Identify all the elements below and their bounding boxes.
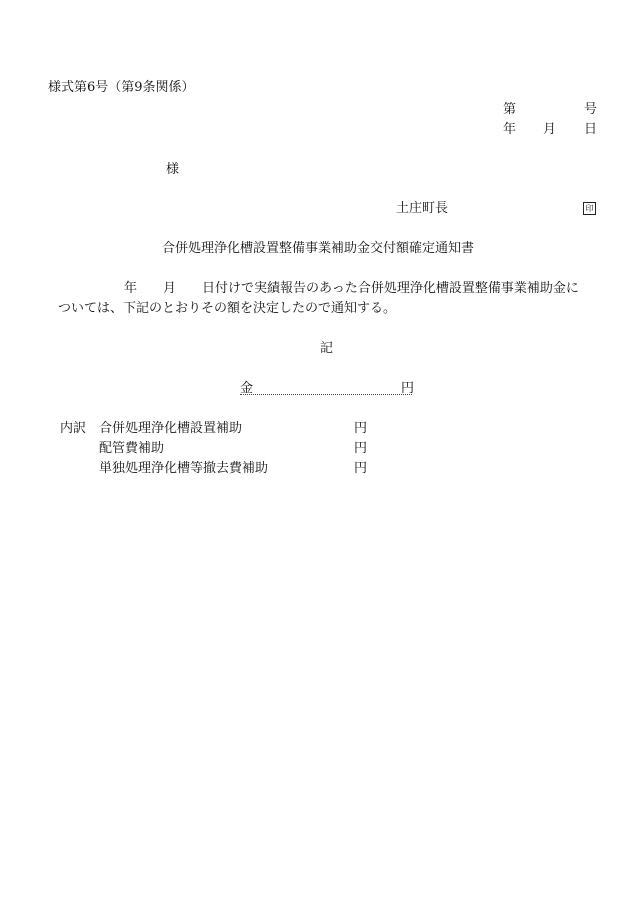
amount-label: 金 [240, 381, 254, 396]
breakdown-item-label: 配管費補助 [99, 441, 165, 456]
doc-number-suffix: 号 [584, 102, 598, 117]
date-day-label: 日 [584, 122, 598, 137]
seal-mark: 印 [583, 202, 596, 215]
breakdown-item-label: 単独処理浄化槽等撤去費補助 [99, 461, 269, 476]
body-line-2: ついては、下記のとおりその額を決定したので通知する。 [58, 301, 397, 316]
issuer-title: 土庄町長 [396, 201, 449, 216]
body-line-1: 年 月 日付けで実績報告のあった合併処理浄化槽設置整備事業補助金に [124, 281, 579, 296]
breakdown-item-label: 合併処理浄化槽設置補助 [99, 421, 243, 436]
breakdown-item-unit: 円 [354, 461, 368, 476]
breakdown-item-unit: 円 [354, 421, 368, 436]
amount-dotted-line [240, 394, 412, 395]
amount-unit: 円 [401, 381, 415, 396]
addressee-suffix: 様 [166, 162, 180, 177]
doc-number-prefix: 第 [503, 102, 517, 117]
breakdown-label: 内訳 [60, 421, 87, 436]
date-year-label: 年 [503, 122, 517, 137]
ki-heading: 記 [320, 341, 334, 356]
date-month-label: 月 [543, 122, 557, 137]
document-title: 合併処理浄化槽設置整備事業補助金交付額確定通知書 [162, 241, 475, 256]
breakdown-item-unit: 円 [354, 441, 368, 456]
form-number: 様式第6号（第9条関係） [48, 80, 195, 95]
